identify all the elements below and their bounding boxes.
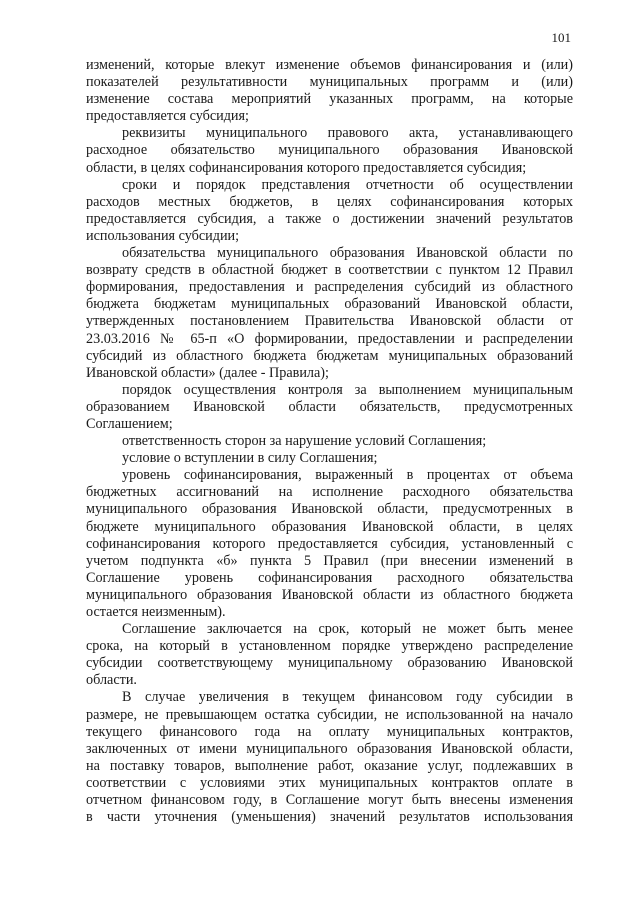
paragraph-line: предоставляется субсидия; bbox=[86, 108, 249, 125]
paragraph-line: утвержденных постановлением Правительства Ивановской области от bbox=[86, 313, 573, 330]
paragraph bbox=[86, 125, 573, 176]
paragraph bbox=[86, 621, 573, 689]
paragraph-line: отчетном финансовом году, в Соглашение могут быть внесены изменения bbox=[86, 792, 573, 809]
paragraph-line: заключенных от имени муниципального образования Ивановской области, bbox=[86, 740, 573, 757]
paragraph-line: условие о вступлении в силу Соглашения; bbox=[122, 450, 378, 467]
paragraph-line: формирования, предоставления и распределения субсидий из областного bbox=[86, 279, 573, 296]
page-number: 101 bbox=[551, 30, 571, 45]
paragraph-line: муниципального образования Ивановской области из областного бюджета bbox=[86, 586, 573, 603]
paragraph bbox=[86, 433, 573, 450]
paragraph-line: на поставку товаров, выполнение работ, оказание услуг, подлежавших в bbox=[86, 757, 573, 774]
paragraph-line: в части уточнения (уменьшения) значений результатов использования bbox=[86, 809, 573, 826]
paragraph-line: бюджете муниципального образования Ивановской области, в целях bbox=[86, 518, 573, 535]
paragraph-line: текущего финансового года на оплату муниципальных контрактов, bbox=[86, 723, 573, 740]
paragraph-line: остается неизменным). bbox=[86, 604, 226, 620]
paragraph-line: изменений, которые влекут изменение объемов финансирования и (или) bbox=[86, 57, 573, 73]
paragraph-line: софинансирования которого предоставляется субсидия, установленный с bbox=[86, 535, 573, 552]
paragraph-line: размере, не превышающем остатка субсидии, не использованной на начало bbox=[86, 706, 573, 723]
paragraph-line: муниципального образования Ивановской области, предусмотренных в bbox=[86, 501, 573, 518]
paragraph-line: бюджета бюджетам муниципальных образований Ивановской области, bbox=[86, 296, 573, 313]
paragraph-line: реквизиты муниципального правового акта, устанавливающего bbox=[122, 125, 573, 142]
paragraph-line: учетом подпункта «б» пункта 5 Правил (при внесении изменений в bbox=[86, 552, 573, 569]
paragraph-line: сроки и порядок представления отчетности об осуществлении bbox=[122, 176, 573, 193]
paragraph-line: изменение состава мероприятий указанных программ, на которые bbox=[86, 91, 573, 108]
paragraph-line: возврату средств в областной бюджет в соответствии с пунктом 12 Правил bbox=[86, 262, 573, 279]
paragraph bbox=[86, 245, 573, 382]
paragraph-line: обязательства муниципального образования Ивановской области по bbox=[122, 245, 573, 262]
paragraph-line: области. bbox=[86, 672, 137, 689]
paragraph-line: бюджетных ассигнований на исполнение расходного обязательства bbox=[86, 484, 573, 501]
paragraph bbox=[86, 382, 573, 433]
paragraph bbox=[86, 689, 573, 826]
document-body bbox=[86, 57, 573, 826]
paragraph-line: области, в целях софинансирования которого предоставляется субсидия; bbox=[86, 159, 527, 176]
paragraph-line: ответственность сторон за нарушение условий Соглашения; bbox=[122, 433, 487, 450]
paragraph bbox=[86, 177, 573, 245]
paragraph-line: расходное обязательство муниципального образования Ивановской bbox=[86, 142, 573, 159]
paragraph-line: В случае увеличения в текущем финансовом году субсидии в bbox=[122, 689, 573, 706]
paragraph-line: субсидии соответствующему муниципальному образованию Ивановской bbox=[86, 655, 573, 672]
paragraph-line: показателей результативности муниципальных программ и (или) bbox=[86, 74, 573, 91]
paragraph-line: Соглашение заключается на срок, который не может быть менее bbox=[122, 621, 573, 638]
paragraph-line: Соглашением; bbox=[86, 415, 173, 432]
paragraph-line: расходов местных бюджетов, в целях софинансирования которых bbox=[86, 193, 573, 210]
paragraph-line: Ивановской области» (далее - Правила); bbox=[86, 364, 329, 381]
paragraph-line: Соглашение уровень софинансирования расходного обязательства bbox=[86, 569, 573, 586]
paragraph-line: 23.03.2016 № 65-п «О формировании, предоставлении и распределении bbox=[86, 330, 573, 347]
paragraph-line: образованием Ивановской области обязательств, предусмотренных bbox=[86, 398, 573, 415]
paragraph bbox=[86, 57, 573, 125]
paragraph-line: предоставляется субсидия, а также о достижении значений результатов bbox=[86, 210, 573, 227]
paragraph-line: использования субсидии; bbox=[86, 227, 240, 244]
paragraph bbox=[86, 450, 573, 467]
paragraph bbox=[86, 467, 573, 621]
paragraph-line: соответствии с условиями этих муниципальных контрактов оплате в bbox=[86, 774, 573, 791]
paragraph-line: срока, на который в установленном порядке утверждено распределение bbox=[86, 638, 573, 655]
paragraph-line: субсидий из областного бюджета бюджетам муниципальных образований bbox=[86, 347, 573, 364]
paragraph-line: порядок осуществления контроля за выполнением муниципальным bbox=[122, 381, 573, 398]
paragraph-line: уровень софинансирования, выраженный в процентах от объема bbox=[122, 467, 573, 484]
